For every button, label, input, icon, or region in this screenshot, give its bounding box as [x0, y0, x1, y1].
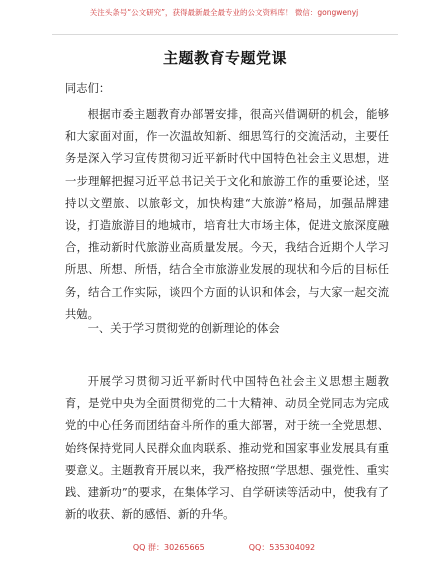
header-banner: 关注头条号“公文研究”，获得最新最全最专业的公文资料库！ 微信：gongwenyj [89, 8, 359, 17]
footer-contact [0, 542, 448, 554]
footer-qq: QQ：535304092 [248, 543, 316, 552]
salutation: 同志们： [65, 82, 111, 95]
paragraph-intro: 根据市委主题教育办部署安排，很高兴借调研的机会，能够和大家面对面，作一次温故知新、细思笃行的交流活动，主要任务是深入学习宣传贯彻习近平新时代中国特色社会主义思想，进一步理解把握习近平总书记关于文化和旅游工作的重要论述，坚持以文塑旅、以旅彰文，加快构建“大旅游”格局，加强品牌建设，打造旅游目的地城市，培育壮大市场主体，促进文旅深度融合，推动新时代旅游业高质量发展。今天，我结合近期个人学习所思、所想、所悟，结合全市旅游业发展的现状和今后的目标任务，结合工作实际，谈四个方面的认识和体会，与大家一起交流共勉。 [65, 108, 389, 321]
document-title: 主题教育专题党课 [162, 49, 287, 67]
header-divider [52, 34, 398, 35]
section-heading-1: 一、关于学习贯彻党的创新理论的体会 [87, 322, 280, 335]
paragraph-section-1: 开展学习贯彻习近平新时代中国特色社会主义思想主题教育，是党中央为全面贯彻党的二十大精神、动员全党同志为完成党的中心任务而团结奋斗所作的重大部署，对于统一全党思想、始终保持党同人民群众血肉联系、推动党和国家事业发展具有重要意义。主题教育开展以来，我严格按照“学思想、强党性、重实践、建新功”的要求，在集体学习、自学研读等活动中，使我有了新的收获、新的感悟、新的升华。 [65, 375, 389, 522]
footer-qq-group: QQ 群：30265665 [132, 543, 205, 552]
